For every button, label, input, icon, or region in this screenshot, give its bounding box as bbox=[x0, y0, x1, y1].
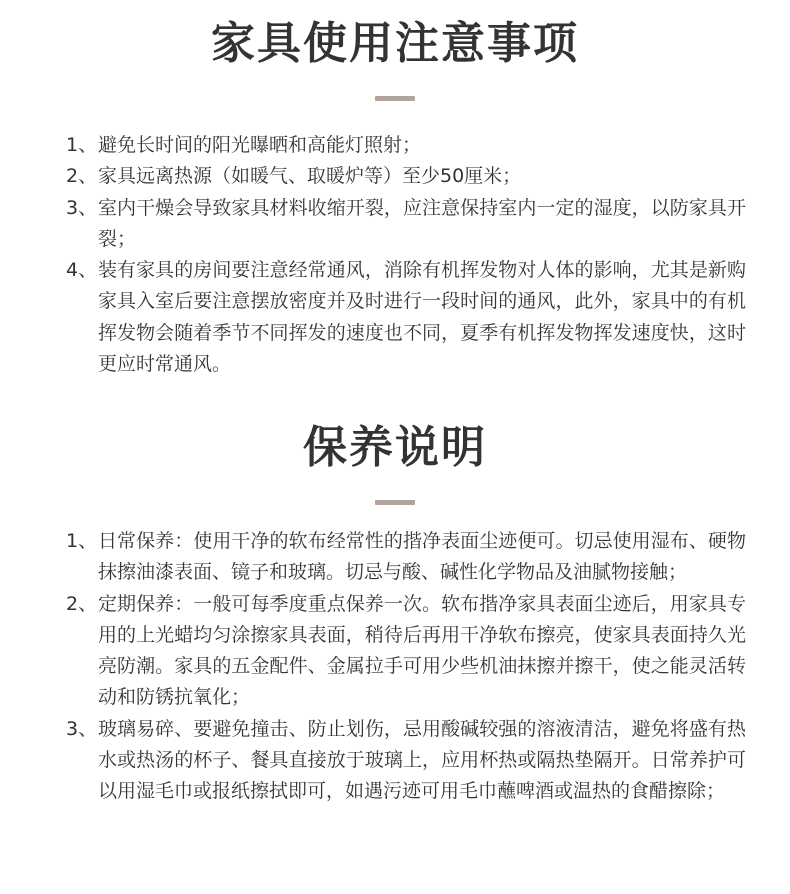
care-notes-list bbox=[66, 130, 746, 380]
care-note-item bbox=[66, 255, 746, 380]
maintenance-list bbox=[66, 526, 746, 808]
maintenance-number: 3、 bbox=[66, 717, 98, 740]
maintenance-divider bbox=[375, 500, 415, 505]
maintenance-text: 定期保养：一般可每季度重点保养一次。软布揩净家具表面尘迹后，用家具专用的上光蜡均匀涂擦家具表面，稍待后再用干净软布擦亮，使家具表面持久光亮防潮。家具的五金配件、金属拉手可用少些机油抹擦并擦干，使之能灵活转动和防锈抗氧化； bbox=[98, 592, 746, 709]
care-note-number: 1、 bbox=[66, 134, 98, 156]
maintenance-item bbox=[66, 589, 746, 714]
maintenance-item bbox=[66, 714, 746, 808]
care-note-number: 2、 bbox=[66, 165, 98, 188]
care-note-item bbox=[66, 161, 746, 192]
care-note-text: 室内干燥会导致家具材料收缩开裂，应注意保持室内一定的湿度，以防家具开裂； bbox=[98, 196, 746, 250]
care-notes-title: 家具使用注意事项 bbox=[211, 18, 579, 69]
maintenance-item bbox=[66, 526, 746, 589]
care-note-number: 3、 bbox=[66, 196, 98, 219]
care-note-number: 4、 bbox=[66, 259, 98, 282]
maintenance-section bbox=[0, 404, 790, 803]
care-notes-divider bbox=[375, 96, 415, 101]
care-note-text: 装有家具的房间要注意经常通风，消除有机挥发物对人体的影响，尤其是新购家具入室后要注意摆放密度并及时进行一段时间的通风，此外，家具中的有机挥发物会随着季节不同挥发的速度也不同，夏季有机挥发物挥发速度快，这时更应时常通风。 bbox=[98, 259, 746, 376]
care-notes-section bbox=[0, 0, 790, 376]
maintenance-text: 日常保养：使用干净的软布经常性的揩净表面尘迹便可。切忌使用湿布、硬物抹擦油漆表面、镜子和玻璃。切忌与酸、碱性化学物品及油腻物接触； bbox=[98, 530, 746, 584]
maintenance-text: 玻璃易碎、要避免撞击、防止划伤，忌用酸碱较强的溶液清洁，避免将盛有热水或热汤的杯子、餐具直接放于玻璃上，应用杯热或隔热垫隔开。日常养护可以用湿毛巾或报纸擦拭即可，如遇污迹可用毛巾蘸啤酒或温热的食醋擦除； bbox=[98, 717, 746, 803]
maintenance-number: 2、 bbox=[66, 592, 98, 615]
care-note-text: 避免长时间的阳光曝晒和高能灯照射； bbox=[98, 134, 422, 156]
care-note-item bbox=[66, 193, 746, 256]
maintenance-title: 保养说明 bbox=[303, 422, 487, 473]
care-note-item bbox=[66, 130, 746, 161]
maintenance-number: 1、 bbox=[66, 530, 98, 552]
care-note-text: 家具远离热源（如暖气、取暖炉等）至少50厘米； bbox=[98, 165, 522, 188]
